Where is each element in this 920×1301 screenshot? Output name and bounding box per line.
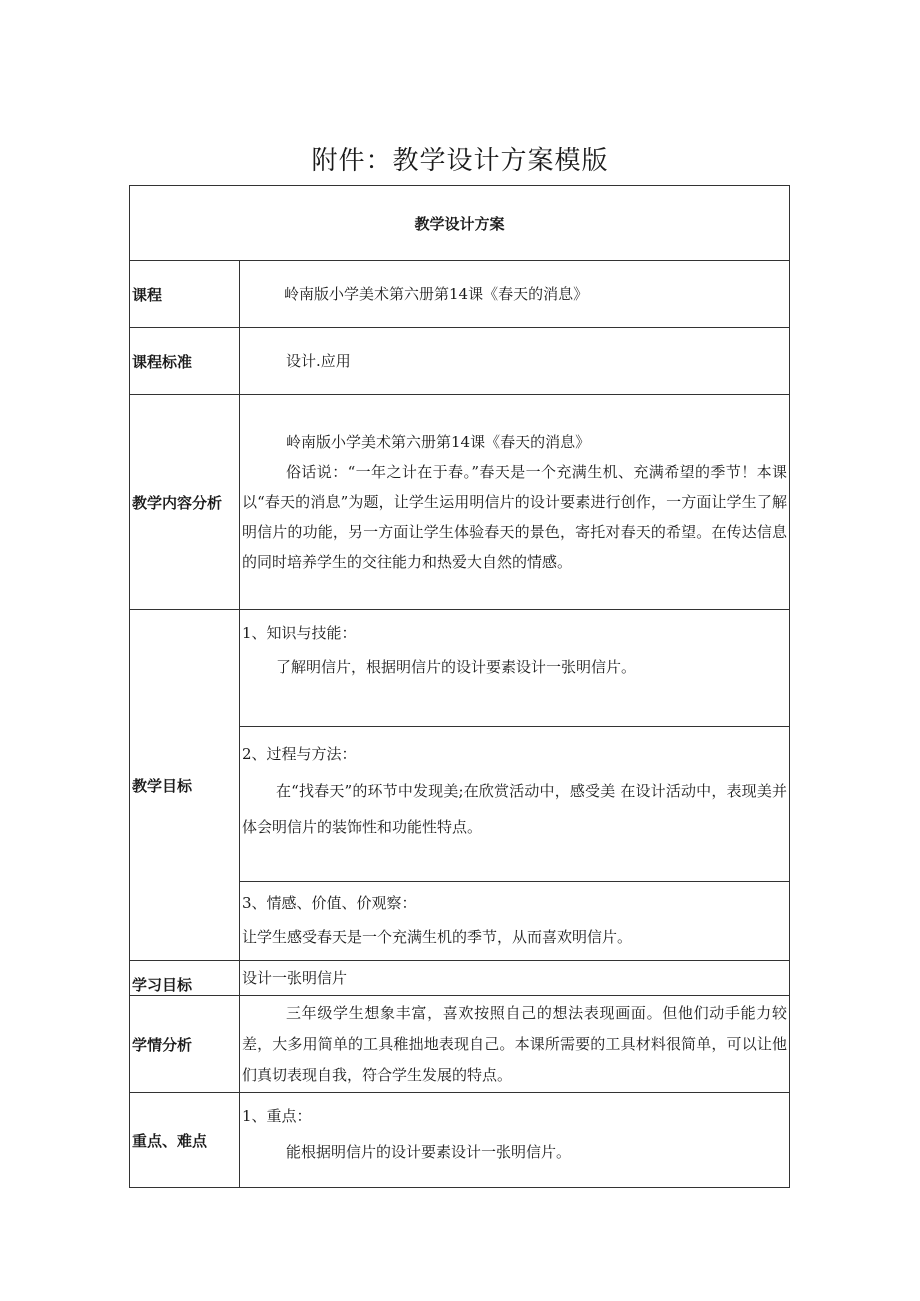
course-label: 课程 xyxy=(130,261,240,328)
analysis-paragraph: 俗话说：“一年之计在于春。”春天是一个充满生机、充满希望的季节！本课以“春天的消息”为题，让学生运用明信片的设计要素进行创作，一方面让学生了解明信片的功能，另一方面让学生体验春天的景色，寄托对春天的希望。在传达信息的同时培养学生的交往能力和热爱大自然的情感。 xyxy=(242,463,787,571)
table-row-key xyxy=(130,1093,790,1188)
goals-label: 教学目标 xyxy=(130,610,240,961)
students-text: 三年级学生想象丰富，喜欢按照自己的想法表现画面。但他们动手能力较差，大多用简单的工具稚拙地表现自己。本课所需要的工具材料很简单，可以让他们真切表现自我，符合学生发展的特点。 xyxy=(242,1003,787,1084)
students-label: 学情分析 xyxy=(130,996,240,1093)
table-row-students xyxy=(130,996,790,1093)
lesson-plan-table xyxy=(129,185,790,1188)
table-header: 教学设计方案 xyxy=(130,186,790,261)
table-row-course xyxy=(130,261,790,328)
table-header-row xyxy=(130,186,790,261)
goal2-heading: 2、过程与方法： xyxy=(242,745,357,763)
table-row-learning xyxy=(130,961,790,996)
course-value: 岭南版小学美术第六册第14课《春天的消息》 xyxy=(240,261,790,328)
analysis-line1: 岭南版小学美术第六册第14课《春天的消息》 xyxy=(286,433,591,451)
students-content xyxy=(240,996,790,1093)
table-row-analysis xyxy=(130,395,790,610)
table-row-standard xyxy=(130,328,790,395)
key-content xyxy=(240,1093,790,1188)
standard-value: 设计.应用 xyxy=(240,328,790,395)
learning-value: 设计一张明信片 xyxy=(240,961,790,996)
analysis-content xyxy=(240,395,790,610)
goal2-content xyxy=(240,727,790,882)
page-title: 附件：教学设计方案模版 xyxy=(311,146,609,176)
standard-label: 课程标准 xyxy=(130,328,240,395)
goal3-text: 让学生感受春天是一个充满生机的季节，从而喜欢明信片。 xyxy=(242,928,633,946)
goal1-text: 了解明信片，根据明信片的设计要素设计一张明信片。 xyxy=(276,658,637,676)
key-heading: 1、重点： xyxy=(242,1107,312,1125)
analysis-label: 教学内容分析 xyxy=(130,395,240,610)
goal3-content xyxy=(240,882,790,961)
goal3-heading: 3、情感、价值、价观察： xyxy=(242,894,417,912)
key-label: 重点、难点 xyxy=(130,1093,240,1188)
learning-label: 学习目标 xyxy=(130,961,240,996)
goal2-text: 在“找春天”的环节中发现美;在欣赏活动中，感受美 在设计活动中，表现美并体会明信片的装饰性和功能性特点。 xyxy=(242,782,787,836)
goal1-heading: 1、知识与技能： xyxy=(242,624,357,642)
key-text: 能根据明信片的设计要素设计一张明信片。 xyxy=(286,1143,572,1161)
table-row-goal1 xyxy=(130,610,790,727)
goal1-content xyxy=(240,610,790,727)
